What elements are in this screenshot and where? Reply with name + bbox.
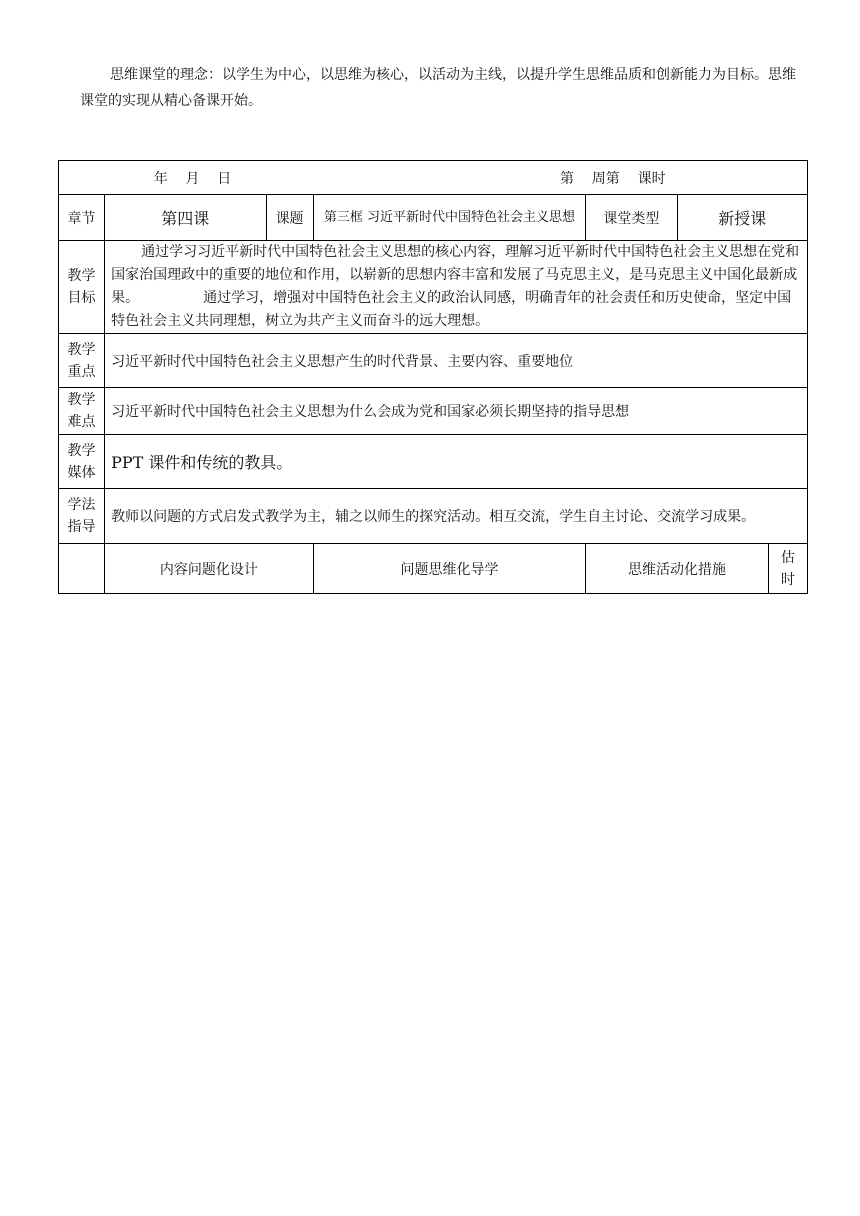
goals-text-1: 通过学习习近平新时代中国特色社会主义思想的核心内容，理解习近平新时代中国特色社会主义思想在党和国家治国理政中的重要的地位和作用，以崭新的思想内容丰富和发展了马克思主义，是马克思主义中国化最新成果。 [111, 244, 800, 306]
empty-header-cell [59, 544, 105, 594]
difficulty-text: 习近平新时代中国特色社会主义思想为什么会成为党和国家必须长期坚持的指导思想 [105, 388, 808, 435]
topic-value: 第三框 习近平新时代中国特色社会主义思想 [313, 195, 586, 241]
goals-row [59, 241, 808, 334]
media-text: PPT 课件和传统的教具。 [105, 435, 808, 489]
key-points-text: 习近平新时代中国特色社会主义思想产生的时代背景、主要内容、重要地位 [105, 334, 808, 388]
media-row [59, 435, 808, 489]
key-points-label: 教学重点 [59, 334, 105, 388]
col-header-time-estimate: 估时 [768, 544, 807, 594]
col-header-activity-measures: 思维活动化措施 [586, 544, 768, 594]
date-cell [59, 161, 808, 195]
class-type-value: 新授课 [677, 195, 807, 241]
goals-text-2: 通过学习，增强对中国特色社会主义的政治认同感，明确青年的社会责任和历史使命，坚定中国特色社会主义共同理想，树立为共产主义而奋斗的远大理想。 [111, 290, 792, 329]
method-text: 教师以问题的方式启发式教学为主，辅之以师生的探究活动。相互交流，学生自主讨论、交流学习成果。 [105, 489, 808, 544]
chapter-value: 第四课 [105, 195, 266, 241]
intro-text: 思维课堂的理念：以学生为中心，以思维为核心，以活动为主线，以提升学生思维品质和创新能力为目标。思维课堂的实现从精心备课开始。 [80, 67, 796, 109]
period-text: 第 周第 课时 [560, 170, 666, 187]
chapter-row [59, 195, 808, 241]
goals-label: 教学目标 [59, 241, 105, 334]
goals-cell [105, 241, 808, 334]
difficulty-label: 教学难点 [59, 388, 105, 435]
col-header-guided-learning: 问题思维化导学 [313, 544, 586, 594]
chapter-label: 章节 [59, 195, 105, 241]
method-label: 学法指导 [59, 489, 105, 544]
lesson-plan-table [58, 160, 808, 594]
date-row [59, 161, 808, 195]
col-header-content-design: 内容问题化设计 [105, 544, 314, 594]
key-points-row [59, 334, 808, 388]
method-row [59, 489, 808, 544]
class-type-label: 课堂类型 [586, 195, 677, 241]
column-header-row [59, 544, 808, 594]
difficulty-row [59, 388, 808, 435]
topic-label: 课题 [266, 195, 313, 241]
intro-paragraph [80, 62, 805, 114]
media-label: 教学媒体 [59, 435, 105, 489]
date-text: 年 月 日 [153, 170, 232, 187]
